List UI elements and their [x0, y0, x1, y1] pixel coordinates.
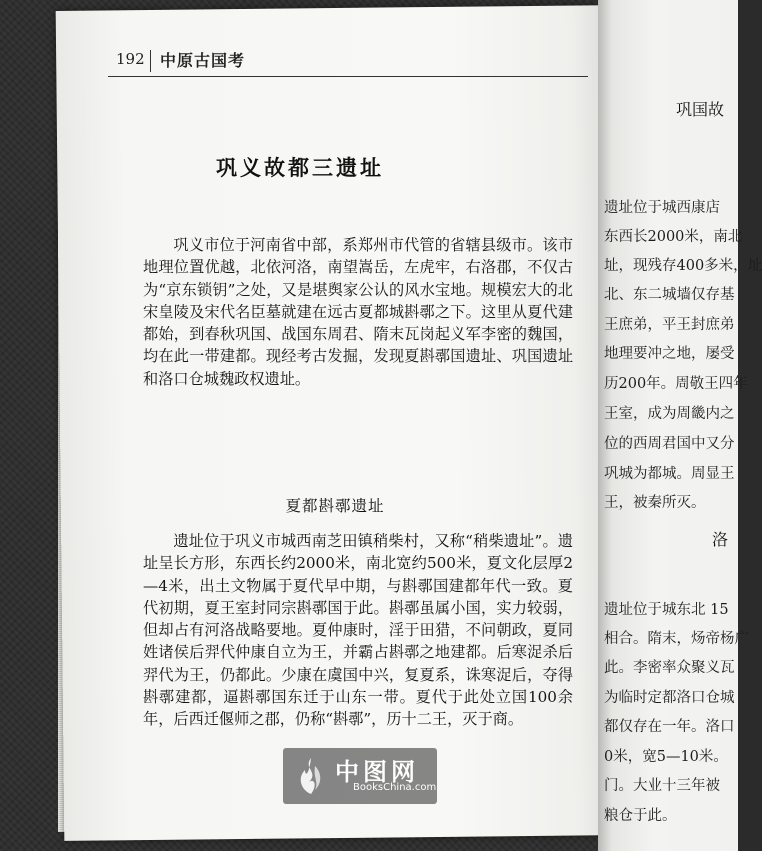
right-line: 位的西周君国中又分 [604, 436, 735, 452]
right-line: 遗址位于城东北 15 [604, 602, 729, 618]
right-line: 王室，成为周畿内之 [604, 406, 735, 422]
article-title: 巩义故都三遗址 [216, 155, 384, 180]
right-heading-2: 洛 [712, 530, 729, 549]
right-line: 门。大业十三年被 [604, 778, 720, 794]
page-number: 192 [116, 50, 145, 68]
right-line: 遗址位于城西康店 [604, 200, 720, 216]
watermark-en-text: BooksChina.com [353, 782, 437, 793]
book-title: 中原古国考 [160, 51, 246, 70]
right-line: 此。李密率众聚义瓦 [604, 660, 735, 676]
right-line: 王庶弟，平王封庶弟 [604, 317, 735, 333]
right-line: 粮仓于此。 [604, 808, 677, 824]
right-line: 巩城为都城。周显王 [604, 466, 735, 482]
right-line: 都仅存在一年。洛口 [604, 719, 735, 735]
right-line: 0米，宽5—10米。 [604, 749, 728, 765]
right-line: 为临时定都洛口仓城 [604, 690, 735, 706]
intro-paragraph: 巩义市位于河南省中部，系郑州市代管的省辖县级市。该市地理位置优越，北依河洛，南望嵩岳，左虎牢，右洛郡，不仅古为“京东锁钥”之处，又是堪舆家公认的风水宝地。规模宏大的北宋皇陵及宋代名臣墓就建在远古夏都城斟鄩之下。这里从夏代建都始，到春秋巩国、战国东周君、隋末瓦岗起义军李密的魏国，均在此一带建都。现经考古发掘，发现夏斟鄩国遗址、巩国遗址和洛口仓城魏政权遗址。 [143, 236, 573, 388]
right-heading: 巩国故 [676, 100, 725, 119]
section-title: 夏都斟鄩遗址 [285, 497, 385, 515]
page-header [108, 48, 588, 77]
section-paragraph: 遗址位于巩义市城西南芝田镇稍柴村，又称“稍柴遗址”。遗址呈长方形，东西长约2000米，南北宽约500米，夏文化层厚2—4米，出土文物属于夏代早中期，与斟鄩国建都年代一致。夏代初期，夏王室封同宗斟鄩国于此。斟鄩虽属小国，实力较弱，但却占有河洛战略要地。夏仲康时，淫于田猎，不问朝政，夏同姓诸侯后羿代仲康自立为王，并霸占斟鄩之地建都。后寒浞杀后羿代为王，仍都此。少康在虞国中兴，复夏系，诛寒浞后，夺得斟鄩建都，逼斟鄩国东迁于山东一带。夏代于此处立国100余年，后西迁偃师之郡，仍称“斟鄩”，历十二王，灭于商。 [143, 532, 573, 729]
watermark-booksChina [283, 748, 437, 804]
right-line: 王，被秦所灭。 [604, 495, 706, 511]
right-line: 历200年。周敬王四年 [604, 376, 748, 392]
right-line: 地理要冲之地，屡受 [604, 346, 735, 362]
header-divider [150, 50, 151, 72]
watermark-cn-text: 中图网 [335, 758, 419, 786]
right-line: 东西长2000米，南北 [604, 229, 743, 245]
right-line: 北、东二城墙仅存基 [604, 287, 735, 303]
right-line: 相合。隋末，炀帝杨广 [604, 631, 749, 647]
right-line: 址，现残存400多米，址 [604, 258, 762, 274]
flame-logo-icon [293, 756, 329, 796]
